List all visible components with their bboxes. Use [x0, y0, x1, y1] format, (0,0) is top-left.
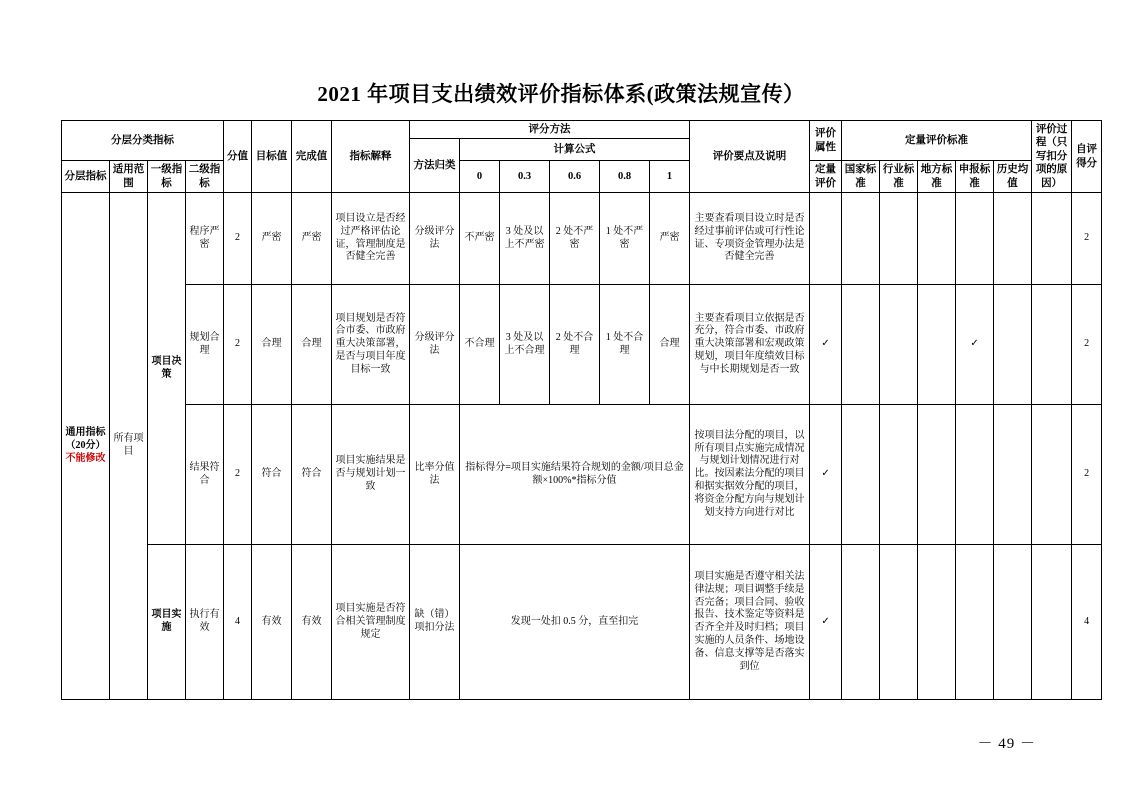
header-method-category: 方法归类	[410, 139, 460, 193]
cell-national	[842, 193, 880, 285]
cell-completion: 符合	[292, 405, 332, 545]
cell-f06: 2 处不严密	[550, 193, 600, 285]
header-declared: 申报标准	[956, 161, 994, 193]
header-formula-tick-0: 0	[460, 161, 500, 193]
cell-f06: 2 处不合理	[550, 285, 600, 405]
cell-local	[918, 193, 956, 285]
cell-local	[918, 405, 956, 545]
table-row	[62, 285, 1102, 405]
layer-indicator-text: 通用指标（20分）	[65, 426, 106, 451]
cell-historical	[994, 285, 1032, 405]
cell-layer-indicator	[62, 193, 110, 700]
cell-self-score: 2	[1072, 405, 1102, 545]
cell-level2: 结果符合	[186, 405, 224, 545]
cell-historical	[994, 193, 1032, 285]
header-national: 国家标准	[842, 161, 880, 193]
cell-formula-merged: 指标得分=项目实施结果符合规划的金额/项目总金额×100%*指标分值	[460, 405, 690, 545]
cell-f08: 1 处不严密	[600, 193, 650, 285]
layer-indicator-note: 不能修改	[65, 452, 106, 464]
cell-process	[1032, 405, 1072, 545]
evaluation-table	[61, 120, 1102, 700]
header-layer-indicator: 分层指标	[62, 161, 110, 193]
cell-process	[1032, 285, 1072, 405]
cell-self-score: 2	[1072, 193, 1102, 285]
cell-score: 2	[224, 193, 252, 285]
cell-target: 符合	[252, 405, 292, 545]
cell-score: 2	[224, 405, 252, 545]
cell-industry	[880, 285, 918, 405]
header-group-classification: 分层分类指标	[62, 121, 224, 161]
header-formula-tick-1: 1	[650, 161, 690, 193]
cell-formula-merged: 发现一处扣 0.5 分，直至扣完	[460, 545, 690, 700]
header-formula-tick-06: 0.6	[550, 161, 600, 193]
cell-process	[1032, 545, 1072, 700]
header-completion-value: 完成值	[292, 121, 332, 193]
cell-method-category: 缺（错）项扣分法	[410, 545, 460, 700]
cell-level2: 程序严密	[186, 193, 224, 285]
header-formula-tick-03: 0.3	[500, 161, 550, 193]
cell-qual	[810, 193, 842, 285]
cell-key-points: 项目实施是否遵守相关法律法规；项目调整手续是否完备；项目合同、验收报告、技术鉴定等资料是否齐全并及时归档；项目实施的人员条件、场地设备、信息支撑等是否落实到位	[690, 545, 810, 700]
cell-level1-decision: 项目决策	[148, 193, 186, 545]
cell-explanation: 项目实施是否符合相关管理制度规定	[332, 545, 410, 700]
header-industry: 行业标准	[880, 161, 918, 193]
cell-score: 2	[224, 285, 252, 405]
header-evaluation-attribute: 评价属性	[810, 121, 842, 161]
header-local: 地方标准	[918, 161, 956, 193]
header-scoring-method: 评分方法	[410, 121, 690, 139]
cell-explanation: 项目规划是否符合市委、市政府重大决策部署，是否与项目年度目标一致	[332, 285, 410, 405]
cell-f03: 3 处及以上不严密	[500, 193, 550, 285]
cell-f1: 严密	[650, 193, 690, 285]
cell-level2: 规划合理	[186, 285, 224, 405]
header-historical: 历史均值	[994, 161, 1032, 193]
cell-declared	[956, 193, 994, 285]
header-self-score: 自评得分	[1072, 121, 1102, 193]
cell-key-points: 主要查看项目设立时是否经过事前评估或可行性论证、专项资金管理办法是否健全完善	[690, 193, 810, 285]
page-title: 2021 年项目支出绩效评价指标体系(政策法规宣传）	[317, 82, 805, 106]
cell-industry	[880, 193, 918, 285]
cell-completion: 有效	[292, 545, 332, 700]
cell-level1-implementation: 项目实施	[148, 545, 186, 700]
cell-historical	[994, 545, 1032, 700]
cell-target: 严密	[252, 193, 292, 285]
cell-local	[918, 285, 956, 405]
table-row	[62, 193, 1102, 285]
cell-target: 有效	[252, 545, 292, 700]
header-quant-criteria: 定量评价标准	[842, 121, 1032, 161]
table-row	[62, 405, 1102, 545]
header-qual: 定量评价	[810, 161, 842, 193]
cell-method-category: 分级评分法	[410, 193, 460, 285]
cell-level2: 执行有效	[186, 545, 224, 700]
header-formula-tick-08: 0.8	[600, 161, 650, 193]
header-formula: 计算公式	[460, 139, 690, 161]
table-row	[62, 545, 1102, 700]
cell-declared	[956, 405, 994, 545]
cell-national	[842, 545, 880, 700]
cell-f1: 合理	[650, 285, 690, 405]
cell-completion: 合理	[292, 285, 332, 405]
cell-target: 合理	[252, 285, 292, 405]
cell-scope: 所有项目	[110, 193, 148, 700]
cell-industry	[880, 545, 918, 700]
cell-declared: ✓	[956, 285, 994, 405]
cell-declared	[956, 545, 994, 700]
evaluation-table-container	[61, 120, 1098, 700]
cell-qual: ✓	[810, 285, 842, 405]
cell-f0: 不严密	[460, 193, 500, 285]
cell-industry	[880, 405, 918, 545]
cell-explanation: 项目设立是否经过严格评估论证，管理制度是否健全完善	[332, 193, 410, 285]
header-scope: 适用范围	[110, 161, 148, 193]
cell-national	[842, 405, 880, 545]
page-number: － 49 －	[977, 736, 1036, 752]
cell-self-score: 2	[1072, 285, 1102, 405]
header-level1: 一级指标	[148, 161, 186, 193]
cell-completion: 严密	[292, 193, 332, 285]
header-level2: 二级指标	[186, 161, 224, 193]
cell-explanation: 项目实施结果是否与规划计划一致	[332, 405, 410, 545]
cell-method-category: 分级评分法	[410, 285, 460, 405]
header-score-value: 分值	[224, 121, 252, 193]
cell-key-points: 主要查看项目立依据是否充分，符合市委、市政府重大决策部署和宏观政策规划，项目年度绩效目标与中长期规划是否一致	[690, 285, 810, 405]
cell-key-points: 按项目法分配的项目，以所有项目点实施完成情况与规划计划情况进行对比。按因素法分配的项目和据实据效分配的项目，将资金分配方向与规划计划支持方向进行对比	[690, 405, 810, 545]
header-eval-process: 评价过程（只写扣分项的原因）	[1032, 121, 1072, 193]
header-indicator-explanation: 指标解释	[332, 121, 410, 193]
cell-qual: ✓	[810, 405, 842, 545]
header-target-value: 目标值	[252, 121, 292, 193]
cell-f08: 1 处不合理	[600, 285, 650, 405]
cell-process	[1032, 193, 1072, 285]
cell-local	[918, 545, 956, 700]
cell-score: 4	[224, 545, 252, 700]
cell-national	[842, 285, 880, 405]
header-key-points: 评价要点及说明	[690, 121, 810, 193]
cell-historical	[994, 405, 1032, 545]
cell-f0: 不合理	[460, 285, 500, 405]
cell-method-category: 比率分值法	[410, 405, 460, 545]
cell-self-score: 4	[1072, 545, 1102, 700]
cell-f03: 3 处及以上不合理	[500, 285, 550, 405]
cell-qual: ✓	[810, 545, 842, 700]
